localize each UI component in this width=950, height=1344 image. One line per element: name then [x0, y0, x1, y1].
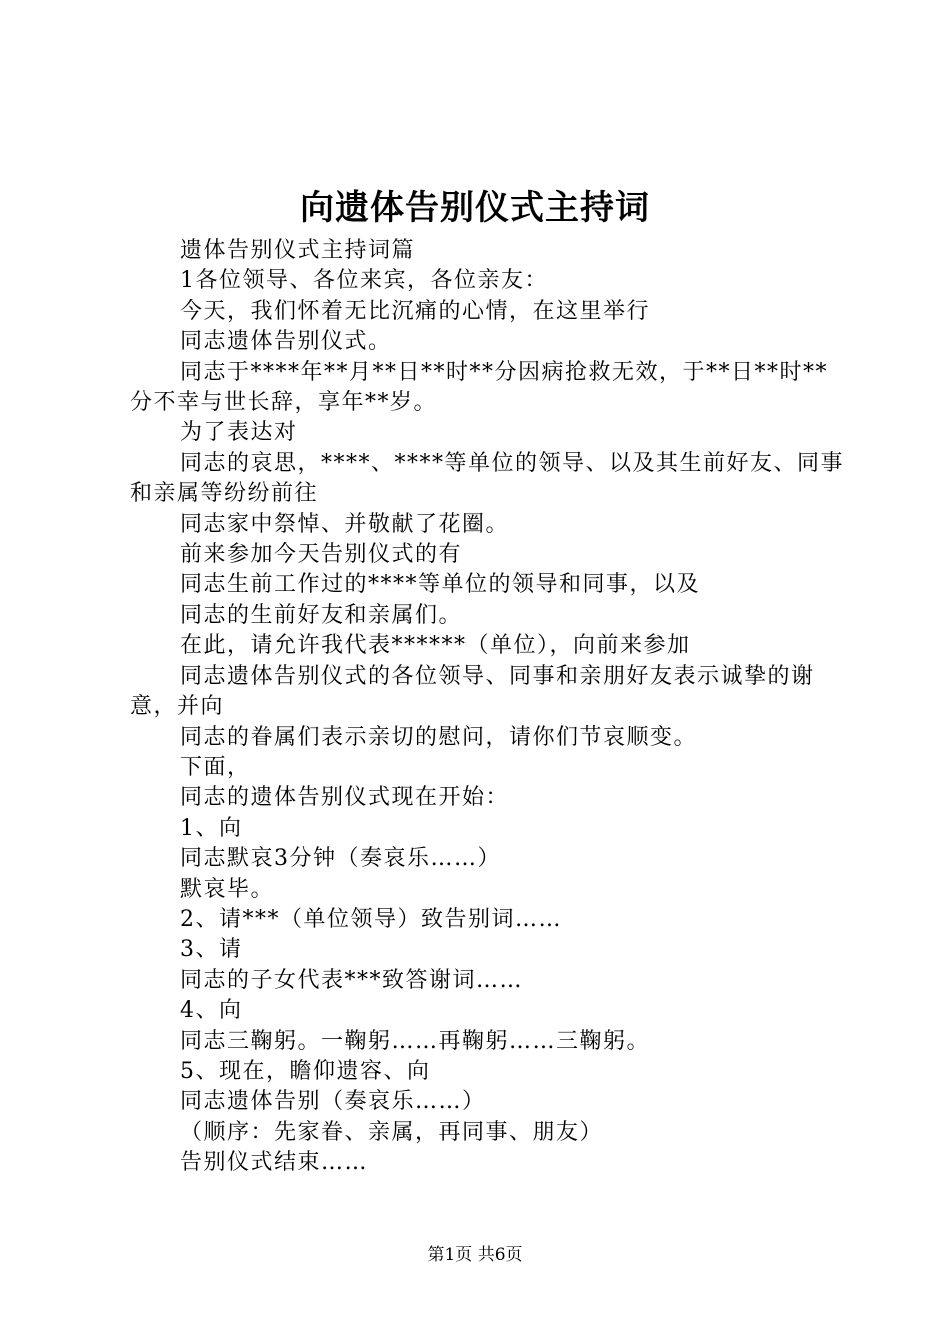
paragraph: 同志的遗体告别仪式现在开始：	[180, 785, 510, 811]
paragraph: 同志的子女代表***致答谢词……	[180, 967, 524, 993]
paragraph: 同志于****年**月**日**时**分因病抢救无效，于**日**时**分不幸与世长辞，享年**岁。	[130, 359, 829, 416]
paragraph: 2、请***（单位领导）致告别词……	[180, 906, 562, 932]
page-footer: 第1页 共6页	[427, 1245, 523, 1265]
paragraph: 同志的哀思，****、****等单位的领导、以及其生前好友、同事和亲属等纷纷前往	[130, 450, 845, 507]
paragraph: 默哀毕。	[180, 876, 275, 902]
paragraph: 4、向	[180, 998, 243, 1024]
paragraph: 同志的眷属们表示亲切的慰问，请你们节哀顺变。	[180, 724, 698, 750]
paragraph: 5、现在，瞻仰遗容、向	[180, 1058, 431, 1084]
paragraph: 1各位领导、各位来宾，各位亲友：	[180, 268, 548, 294]
paragraph: 同志遗体告别仪式的各位领导、同事和亲朋好友表示诚挚的谢意，并向	[130, 663, 815, 720]
paragraph: 同志遗体告别仪式。	[180, 329, 392, 355]
paragraph: 同志的生前好友和亲属们。	[180, 602, 463, 628]
paragraph: 为了表达对	[180, 420, 298, 446]
paragraph: （顺序：先家眷、亲属，再同事、朋友）	[180, 1119, 604, 1145]
paragraph: 同志默哀3分钟（奏哀乐……）	[180, 846, 501, 872]
paragraph: 3、请	[180, 937, 243, 963]
paragraph: 同志遗体告别（奏哀乐……）	[180, 1089, 486, 1115]
paragraph: 1、向	[180, 815, 243, 841]
paragraph: 同志家中祭悼、并敬献了花圈。	[180, 511, 510, 537]
paragraph: 同志三鞠躬。一鞠躬……再鞠躬……三鞠躬。	[180, 1028, 651, 1054]
paragraph: 同志生前工作过的****等单位的领导和同事，以及	[180, 572, 701, 598]
paragraph: 在此，请允许我代表******（单位），向前来参加	[180, 633, 691, 659]
document-title: 向遗体告别仪式主持词	[300, 188, 650, 228]
document-body	[130, 236, 850, 1179]
paragraph: 遗体告别仪式主持词篇	[180, 238, 416, 263]
paragraph: 今天，我们怀着无比沉痛的心情，在这里举行	[180, 298, 651, 324]
paragraph: 前来参加今天告别仪式的有	[180, 542, 463, 568]
paragraph: 下面，	[180, 754, 251, 780]
paragraph: 告别仪式结束……	[180, 1150, 369, 1176]
